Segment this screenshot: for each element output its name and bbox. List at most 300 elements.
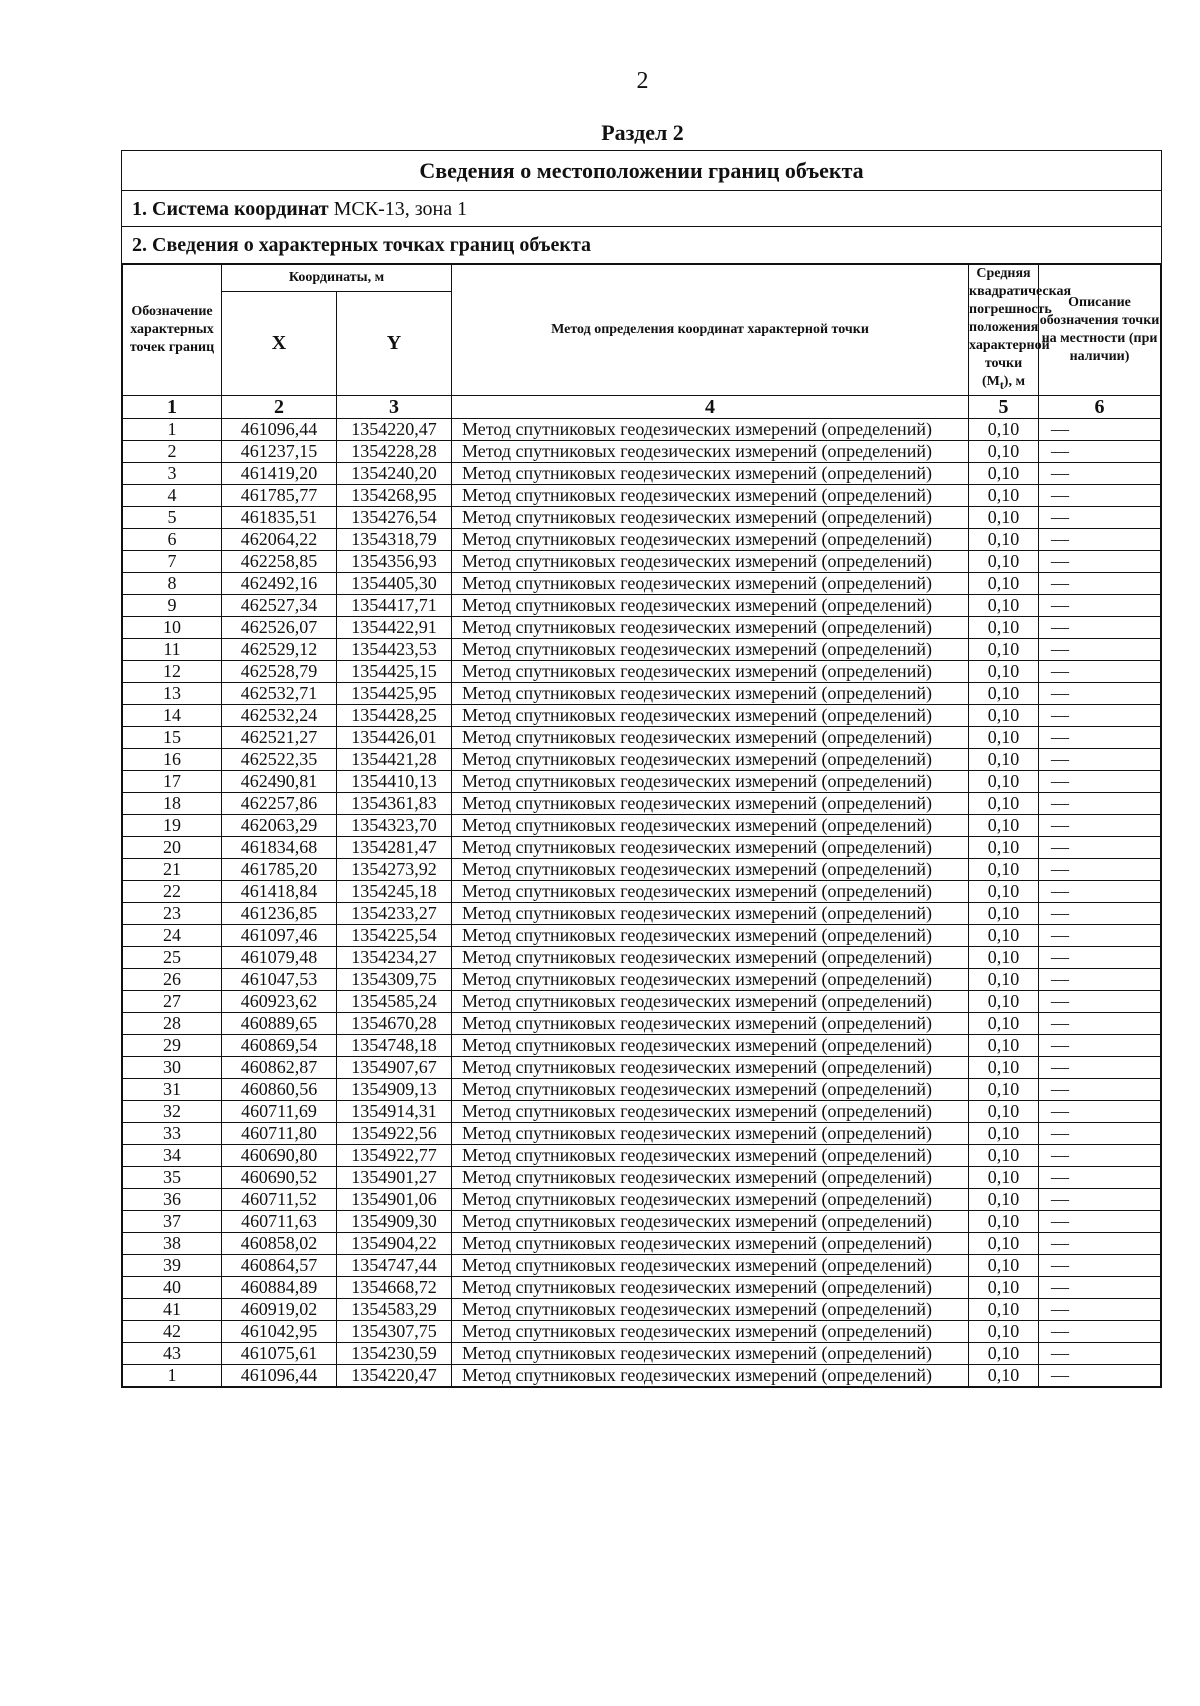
coord-x: 460862,87: [222, 1056, 337, 1078]
coord-y: 1354909,30: [337, 1210, 452, 1232]
table-row: [123, 550, 1161, 572]
method-cell: Метод спутниковых геодезических измерений (определений): [452, 946, 969, 968]
coord-x: 462528,79: [222, 660, 337, 682]
coord-x: 461079,48: [222, 946, 337, 968]
coord-x: 462490,81: [222, 770, 337, 792]
method-cell: Метод спутниковых геодезических измерений (определений): [452, 814, 969, 836]
accuracy-cell: 0,10: [969, 1188, 1039, 1210]
description-cell: —: [1039, 836, 1161, 858]
coord-x: 461096,44: [222, 1364, 337, 1386]
coord-x: 462521,27: [222, 726, 337, 748]
point-number: 4: [123, 484, 222, 506]
coord-y: 1354426,01: [337, 726, 452, 748]
point-number: 23: [123, 902, 222, 924]
coord-x: 462064,22: [222, 528, 337, 550]
method-cell: Метод спутниковых геодезических измерений (определений): [452, 726, 969, 748]
subscript-t: t: [999, 378, 1004, 392]
point-number: 22: [123, 880, 222, 902]
coord-y: 1354901,27: [337, 1166, 452, 1188]
coord-y: 1354922,56: [337, 1122, 452, 1144]
description-cell: —: [1039, 1342, 1161, 1364]
table-row: [123, 726, 1161, 748]
table-row: [123, 1232, 1161, 1254]
point-number: 9: [123, 594, 222, 616]
method-cell: Метод спутниковых геодезических измерений (определений): [452, 616, 969, 638]
coord-x: 461834,68: [222, 836, 337, 858]
point-number: 31: [123, 1078, 222, 1100]
coord-y: 1354585,24: [337, 990, 452, 1012]
accuracy-cell: 0,10: [969, 572, 1039, 594]
coord-y: 1354914,31: [337, 1100, 452, 1122]
point-number: 40: [123, 1276, 222, 1298]
coord-y: 1354225,54: [337, 924, 452, 946]
coord-x: 461785,77: [222, 484, 337, 506]
coord-y: 1354583,29: [337, 1298, 452, 1320]
method-cell: Метод спутниковых геодезических измерений (определений): [452, 924, 969, 946]
accuracy-cell: 0,10: [969, 1232, 1039, 1254]
coord-x: 460711,52: [222, 1188, 337, 1210]
accuracy-cell: 0,10: [969, 1276, 1039, 1298]
method-cell: Метод спутниковых геодезических измерений (определений): [452, 836, 969, 858]
table-row: [123, 704, 1161, 726]
point-number: 21: [123, 858, 222, 880]
method-cell: Метод спутниковых геодезических измерений (определений): [452, 902, 969, 924]
coord-x: 461042,95: [222, 1320, 337, 1342]
accuracy-cell: 0,10: [969, 1166, 1039, 1188]
method-cell: Метод спутниковых геодезических измерений (определений): [452, 1078, 969, 1100]
description-cell: —: [1039, 418, 1161, 440]
method-cell: Метод спутниковых геодезических измерений (определений): [452, 550, 969, 572]
description-cell: —: [1039, 1100, 1161, 1122]
description-cell: —: [1039, 484, 1161, 506]
table-row: [123, 880, 1161, 902]
coord-x: 460869,54: [222, 1034, 337, 1056]
coord-y: 1354220,47: [337, 1364, 452, 1386]
coord-y: 1354421,28: [337, 748, 452, 770]
description-cell: —: [1039, 902, 1161, 924]
accuracy-cell: 0,10: [969, 924, 1039, 946]
accuracy-cell: 0,10: [969, 418, 1039, 440]
table-row: [123, 660, 1161, 682]
table-row: [123, 1254, 1161, 1276]
coord-x: 460711,80: [222, 1122, 337, 1144]
point-number: 17: [123, 770, 222, 792]
method-cell: Метод спутниковых геодезических измерений (определений): [452, 1188, 969, 1210]
coord-x: 461047,53: [222, 968, 337, 990]
method-cell: Метод спутниковых геодезических измерений (определений): [452, 418, 969, 440]
description-cell: —: [1039, 506, 1161, 528]
accuracy-cell: 0,10: [969, 462, 1039, 484]
point-number: 5: [123, 506, 222, 528]
table-row: [123, 946, 1161, 968]
description-cell: —: [1039, 858, 1161, 880]
coord-y: 1354240,20: [337, 462, 452, 484]
description-cell: —: [1039, 1166, 1161, 1188]
coord-y: 1354361,83: [337, 792, 452, 814]
accuracy-cell: 0,10: [969, 1034, 1039, 1056]
point-number: 8: [123, 572, 222, 594]
method-cell: Метод спутниковых геодезических измерений (определений): [452, 1122, 969, 1144]
accuracy-cell: 0,10: [969, 484, 1039, 506]
description-cell: —: [1039, 1012, 1161, 1034]
description-cell: —: [1039, 1320, 1161, 1342]
point-number: 36: [123, 1188, 222, 1210]
coord-y: 1354273,92: [337, 858, 452, 880]
coord-x: 460923,62: [222, 990, 337, 1012]
coord-x: 462526,07: [222, 616, 337, 638]
method-cell: Метод спутниковых геодезических измерений (определений): [452, 968, 969, 990]
coord-y: 1354410,13: [337, 770, 452, 792]
accuracy-cell: 0,10: [969, 1078, 1039, 1100]
coord-y: 1354307,75: [337, 1320, 452, 1342]
table-row: [123, 594, 1161, 616]
coord-y: 1354245,18: [337, 880, 452, 902]
method-cell: Метод спутниковых геодезических измерений (определений): [452, 1144, 969, 1166]
table-row: [123, 1166, 1161, 1188]
coord-y: 1354276,54: [337, 506, 452, 528]
table-row: [123, 792, 1161, 814]
accuracy-cell: 0,10: [969, 1012, 1039, 1034]
point-number: 37: [123, 1210, 222, 1232]
point-number: 3: [123, 462, 222, 484]
point-number: 20: [123, 836, 222, 858]
description-cell: —: [1039, 682, 1161, 704]
method-cell: Метод спутниковых геодезических измерений (определений): [452, 1254, 969, 1276]
table-row: [123, 1276, 1161, 1298]
coord-x: 462527,34: [222, 594, 337, 616]
method-cell: Метод спутниковых геодезических измерений (определений): [452, 1364, 969, 1386]
table-row: [123, 1144, 1161, 1166]
coord-x: 462522,35: [222, 748, 337, 770]
coord-x: 460884,89: [222, 1276, 337, 1298]
accuracy-cell: 0,10: [969, 1122, 1039, 1144]
description-cell: —: [1039, 1144, 1161, 1166]
method-cell: Метод спутниковых геодезических измерений (определений): [452, 1298, 969, 1320]
table-row: [123, 814, 1161, 836]
method-cell: Метод спутниковых геодезических измерений (определений): [452, 1100, 969, 1122]
accuracy-cell: 0,10: [969, 616, 1039, 638]
coordinate-system-label: 1. Система координат: [132, 198, 329, 220]
coord-x: 461075,61: [222, 1342, 337, 1364]
column-number: 2: [222, 395, 337, 418]
coord-x: 462529,12: [222, 638, 337, 660]
description-cell: —: [1039, 968, 1161, 990]
description-cell: —: [1039, 1232, 1161, 1254]
point-number: 33: [123, 1122, 222, 1144]
table-row: [123, 770, 1161, 792]
point-number: 13: [123, 682, 222, 704]
point-number: 42: [123, 1320, 222, 1342]
method-cell: Метод спутниковых геодезических измерений (определений): [452, 462, 969, 484]
description-cell: —: [1039, 748, 1161, 770]
table-row: [123, 616, 1161, 638]
method-cell: Метод спутниковых геодезических измерений (определений): [452, 484, 969, 506]
table-row: [123, 462, 1161, 484]
point-number: 2: [123, 440, 222, 462]
coord-y: 1354907,67: [337, 1056, 452, 1078]
accuracy-cell: 0,10: [969, 528, 1039, 550]
method-cell: Метод спутниковых геодезических измерений (определений): [452, 1276, 969, 1298]
coordinate-system-line: [122, 191, 1161, 227]
coord-x: 461097,46: [222, 924, 337, 946]
coord-y: 1354356,93: [337, 550, 452, 572]
coord-x: 460690,52: [222, 1166, 337, 1188]
method-cell: Метод спутниковых геодезических измерений (определений): [452, 1034, 969, 1056]
coord-x: 462063,29: [222, 814, 337, 836]
accuracy-cell: 0,10: [969, 1298, 1039, 1320]
column-number: 6: [1039, 395, 1161, 418]
point-number: 35: [123, 1166, 222, 1188]
coord-x: 462258,85: [222, 550, 337, 572]
accuracy-cell: 0,10: [969, 704, 1039, 726]
table-row: [123, 858, 1161, 880]
coord-y: 1354281,47: [337, 836, 452, 858]
method-cell: Метод спутниковых геодезических измерений (определений): [452, 506, 969, 528]
column-number: 5: [969, 395, 1039, 418]
boundary-info-frame: [121, 150, 1162, 1388]
coord-x: 461236,85: [222, 902, 337, 924]
coord-y: 1354748,18: [337, 1034, 452, 1056]
header-accuracy: [969, 265, 1072, 396]
table-row: [123, 572, 1161, 594]
accuracy-cell: 0,10: [969, 1254, 1039, 1276]
method-cell: Метод спутниковых геодезических измерений (определений): [452, 990, 969, 1012]
accuracy-cell: 0,10: [969, 792, 1039, 814]
table-row: [123, 902, 1161, 924]
method-cell: Метод спутниковых геодезических измерений (определений): [452, 1320, 969, 1342]
accuracy-cell: 0,10: [969, 836, 1039, 858]
accuracy-cell: 0,10: [969, 902, 1039, 924]
header-designation: Обозначение характерных точек границ: [123, 265, 222, 396]
description-cell: —: [1039, 572, 1161, 594]
description-cell: —: [1039, 1188, 1161, 1210]
point-number: 14: [123, 704, 222, 726]
coord-y: 1354668,72: [337, 1276, 452, 1298]
accuracy-cell: 0,10: [969, 1342, 1039, 1364]
method-cell: Метод спутниковых геодезических измерений (определений): [452, 792, 969, 814]
point-number: 34: [123, 1144, 222, 1166]
table-row: [123, 1342, 1161, 1364]
point-number: 38: [123, 1232, 222, 1254]
table-row: [123, 1210, 1161, 1232]
coord-y: 1354228,28: [337, 440, 452, 462]
coord-x: 461237,15: [222, 440, 337, 462]
point-number: 39: [123, 1254, 222, 1276]
header-accuracy-text: Средняя квадратическая погрешность положения характерной точки $(M_t)$, м: [969, 266, 1072, 392]
point-number: 16: [123, 748, 222, 770]
coord-x: 461419,20: [222, 462, 337, 484]
coord-y: 1354417,71: [337, 594, 452, 616]
coord-y: 1354904,22: [337, 1232, 452, 1254]
coord-y: 1354901,06: [337, 1188, 452, 1210]
description-cell: —: [1039, 550, 1161, 572]
accuracy-cell: 0,10: [969, 814, 1039, 836]
table-row: [123, 748, 1161, 770]
description-cell: —: [1039, 440, 1161, 462]
header-x: X: [222, 291, 337, 395]
method-cell: Метод спутниковых геодезических измерений (определений): [452, 1232, 969, 1254]
accuracy-cell: 0,10: [969, 990, 1039, 1012]
coord-y: 1354425,15: [337, 660, 452, 682]
method-cell: Метод спутниковых геодезических измерений (определений): [452, 660, 969, 682]
coord-y: 1354230,59: [337, 1342, 452, 1364]
method-cell: Метод спутниковых геодезических измерений (определений): [452, 572, 969, 594]
points-heading: 2. Сведения о характерных точках границ объекта: [122, 227, 1161, 264]
coord-y: 1354268,95: [337, 484, 452, 506]
table-row: [123, 1364, 1161, 1386]
coord-y: 1354909,13: [337, 1078, 452, 1100]
point-number: 1: [123, 418, 222, 440]
table-row: [123, 1034, 1161, 1056]
table-row: [123, 836, 1161, 858]
description-cell: —: [1039, 462, 1161, 484]
coord-y: 1354405,30: [337, 572, 452, 594]
coord-y: 1354747,44: [337, 1254, 452, 1276]
accuracy-cell: 0,10: [969, 1210, 1039, 1232]
description-cell: —: [1039, 1034, 1161, 1056]
method-cell: Метод спутниковых геодезических измерений (определений): [452, 1342, 969, 1364]
description-cell: —: [1039, 924, 1161, 946]
coord-y: 1354670,28: [337, 1012, 452, 1034]
method-cell: Метод спутниковых геодезических измерений (определений): [452, 440, 969, 462]
header-description: Описание обозначения точки на местности (при наличии): [1039, 265, 1161, 396]
table-row: [123, 418, 1161, 440]
table-row: [123, 506, 1161, 528]
table-row: [123, 1188, 1161, 1210]
coordinate-system-value: МСК-13, зона 1: [328, 198, 468, 220]
coord-x: 462492,16: [222, 572, 337, 594]
section-title: Раздел 2: [601, 120, 684, 145]
description-cell: —: [1039, 638, 1161, 660]
method-cell: Метод спутниковых геодезических измерений (определений): [452, 770, 969, 792]
coord-x: 460860,56: [222, 1078, 337, 1100]
points-table: [122, 264, 1161, 1387]
accuracy-cell: 0,10: [969, 748, 1039, 770]
method-cell: Метод спутниковых геодезических измерений (определений): [452, 1166, 969, 1188]
accuracy-cell: 0,10: [969, 946, 1039, 968]
coord-x: 460889,65: [222, 1012, 337, 1034]
description-cell: —: [1039, 990, 1161, 1012]
accuracy-cell: 0,10: [969, 660, 1039, 682]
table-row: [123, 1078, 1161, 1100]
coord-y: 1354423,53: [337, 638, 452, 660]
coord-y: 1354425,95: [337, 682, 452, 704]
description-cell: —: [1039, 792, 1161, 814]
point-number: 29: [123, 1034, 222, 1056]
coord-x: 460690,80: [222, 1144, 337, 1166]
header-method: Метод определения координат характерной точки: [452, 265, 969, 396]
point-number: 41: [123, 1298, 222, 1320]
coord-x: 462257,86: [222, 792, 337, 814]
table-row: [123, 990, 1161, 1012]
method-cell: Метод спутниковых геодезических измерений (определений): [452, 858, 969, 880]
coord-x: 461835,51: [222, 506, 337, 528]
accuracy-cell: 0,10: [969, 594, 1039, 616]
method-cell: Метод спутниковых геодезических измерений (определений): [452, 880, 969, 902]
description-cell: —: [1039, 616, 1161, 638]
method-cell: Метод спутниковых геодезических измерений (определений): [452, 1012, 969, 1034]
coord-y: 1354422,91: [337, 616, 452, 638]
point-number: 15: [123, 726, 222, 748]
coord-x: 462532,71: [222, 682, 337, 704]
accuracy-cell: 0,10: [969, 858, 1039, 880]
accuracy-cell: 0,10: [969, 726, 1039, 748]
method-cell: Метод спутниковых геодезических измерений (определений): [452, 528, 969, 550]
coord-y: 1354318,79: [337, 528, 452, 550]
accuracy-cell: 0,10: [969, 682, 1039, 704]
point-number: 25: [123, 946, 222, 968]
table-row: [123, 1122, 1161, 1144]
coord-y: 1354323,70: [337, 814, 452, 836]
point-number: 7: [123, 550, 222, 572]
description-cell: —: [1039, 726, 1161, 748]
method-cell: Метод спутниковых геодезических измерений (определений): [452, 594, 969, 616]
point-number: 11: [123, 638, 222, 660]
table-row: [123, 638, 1161, 660]
method-cell: Метод спутниковых геодезических измерений (определений): [452, 748, 969, 770]
method-cell: Метод спутниковых геодезических измерений (определений): [452, 682, 969, 704]
description-cell: —: [1039, 946, 1161, 968]
point-number: 19: [123, 814, 222, 836]
table-row: [123, 528, 1161, 550]
table-row: [123, 1320, 1161, 1342]
point-number: 24: [123, 924, 222, 946]
point-number: 28: [123, 1012, 222, 1034]
description-cell: —: [1039, 880, 1161, 902]
table-row: [123, 1100, 1161, 1122]
table-row: [123, 1012, 1161, 1034]
description-cell: —: [1039, 1078, 1161, 1100]
coord-x: 461785,20: [222, 858, 337, 880]
point-number: 27: [123, 990, 222, 1012]
accuracy-cell: 0,10: [969, 440, 1039, 462]
description-cell: —: [1039, 770, 1161, 792]
description-cell: —: [1039, 528, 1161, 550]
accuracy-cell: 0,10: [969, 1056, 1039, 1078]
column-number: 3: [337, 395, 452, 418]
point-number: 43: [123, 1342, 222, 1364]
coord-y: 1354233,27: [337, 902, 452, 924]
accuracy-cell: 0,10: [969, 770, 1039, 792]
table-row: [123, 968, 1161, 990]
header-coordinates: Координаты, м: [222, 265, 452, 292]
point-number: 1: [123, 1364, 222, 1386]
point-number: 30: [123, 1056, 222, 1078]
description-cell: —: [1039, 1122, 1161, 1144]
coord-x: 460919,02: [222, 1298, 337, 1320]
description-cell: —: [1039, 1276, 1161, 1298]
column-number: 4: [452, 395, 969, 418]
accuracy-cell: 0,10: [969, 550, 1039, 572]
table-row: [123, 440, 1161, 462]
description-cell: —: [1039, 594, 1161, 616]
accuracy-cell: 0,10: [969, 968, 1039, 990]
description-cell: —: [1039, 1364, 1161, 1386]
accuracy-cell: 0,10: [969, 638, 1039, 660]
description-cell: —: [1039, 814, 1161, 836]
accuracy-cell: 0,10: [969, 880, 1039, 902]
method-cell: Метод спутниковых геодезических измерений (определений): [452, 704, 969, 726]
point-number: 6: [123, 528, 222, 550]
method-cell: Метод спутниковых геодезических измерений (определений): [452, 1056, 969, 1078]
table-row: [123, 924, 1161, 946]
point-number: 32: [123, 1100, 222, 1122]
coord-x: 461418,84: [222, 880, 337, 902]
column-number: 1: [123, 395, 222, 418]
coord-x: 462532,24: [222, 704, 337, 726]
description-cell: —: [1039, 704, 1161, 726]
coord-y: 1354922,77: [337, 1144, 452, 1166]
